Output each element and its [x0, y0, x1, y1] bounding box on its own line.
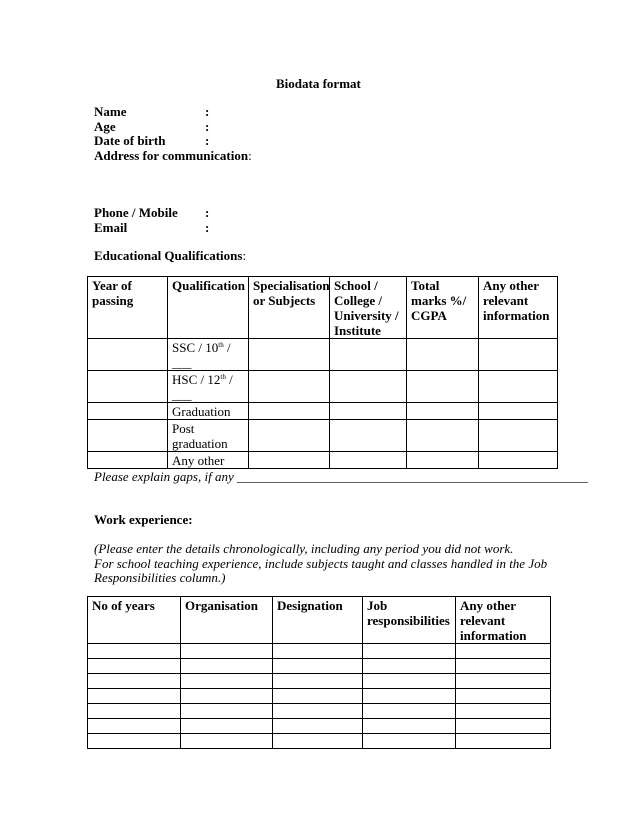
- table-cell[interactable]: [249, 339, 330, 371]
- education-table: [87, 276, 558, 469]
- table-cell[interactable]: [479, 339, 558, 371]
- work-table-body: [88, 644, 551, 749]
- table-row: [88, 339, 558, 371]
- field-address-label: [94, 148, 252, 163]
- table-cell[interactable]: [249, 403, 330, 420]
- table-cell[interactable]: [181, 704, 273, 719]
- table-cell[interactable]: [88, 704, 181, 719]
- table-row: [88, 719, 551, 734]
- qualification-post-graduation: Post graduation: [168, 420, 249, 452]
- table-cell[interactable]: [363, 674, 456, 689]
- table-cell[interactable]: [88, 371, 168, 403]
- table-cell[interactable]: [456, 644, 551, 659]
- table-cell[interactable]: [407, 420, 479, 452]
- table-cell[interactable]: [330, 371, 407, 403]
- header-institution: School / College / University / Institute: [330, 277, 407, 339]
- work-heading: Work experience:: [94, 512, 193, 527]
- table-cell[interactable]: [88, 452, 168, 469]
- table-cell[interactable]: [181, 734, 273, 749]
- table-row: [88, 689, 551, 704]
- field-age-sep: :: [205, 119, 210, 134]
- table-cell[interactable]: [273, 704, 363, 719]
- field-name-sep: :: [205, 104, 210, 119]
- table-cell[interactable]: [88, 403, 168, 420]
- header-qualification: Qualification: [168, 277, 249, 339]
- field-phone-sep: :: [205, 205, 210, 220]
- table-cell[interactable]: [181, 659, 273, 674]
- table-cell[interactable]: [363, 644, 456, 659]
- table-cell[interactable]: [407, 371, 479, 403]
- table-cell[interactable]: [407, 403, 479, 420]
- table-cell[interactable]: [456, 719, 551, 734]
- work-header-row: [88, 597, 551, 644]
- table-cell[interactable]: [249, 420, 330, 452]
- field-dob-label: Date of birth: [94, 133, 166, 148]
- table-cell[interactable]: [363, 689, 456, 704]
- table-cell[interactable]: [456, 674, 551, 689]
- table-cell[interactable]: [407, 339, 479, 371]
- table-cell[interactable]: [88, 659, 181, 674]
- header-designation: Designation: [273, 597, 363, 644]
- address-label-sep: :: [248, 148, 252, 163]
- header-no-of-years: No of years: [88, 597, 181, 644]
- table-cell[interactable]: [273, 719, 363, 734]
- document-title: Biodata format: [276, 76, 361, 91]
- qualification-any-other: Any other: [168, 452, 249, 469]
- table-cell[interactable]: [479, 403, 558, 420]
- header-organisation: Organisation: [181, 597, 273, 644]
- table-cell[interactable]: [479, 371, 558, 403]
- table-cell[interactable]: [181, 644, 273, 659]
- table-cell[interactable]: [181, 719, 273, 734]
- work-note-line-1: (Please enter the details chronologically, including any period you did not work.: [94, 541, 514, 556]
- table-row: [88, 674, 551, 689]
- table-cell[interactable]: [456, 689, 551, 704]
- education-heading-text: Educational Qualifications: [94, 248, 243, 263]
- header-year: Year of passing: [88, 277, 168, 339]
- table-row: [88, 644, 551, 659]
- field-email-label: Email: [94, 220, 128, 235]
- table-cell[interactable]: [330, 420, 407, 452]
- field-age-label: Age: [94, 119, 116, 134]
- table-cell[interactable]: [330, 339, 407, 371]
- table-cell[interactable]: [456, 659, 551, 674]
- table-cell[interactable]: [88, 644, 181, 659]
- table-cell[interactable]: [456, 734, 551, 749]
- table-cell[interactable]: [479, 420, 558, 452]
- table-cell[interactable]: [249, 371, 330, 403]
- table-row: [88, 659, 551, 674]
- table-cell[interactable]: [88, 689, 181, 704]
- education-heading: [94, 248, 246, 263]
- header-specialisation: Specialisation or Subjects: [249, 277, 330, 339]
- table-cell[interactable]: [363, 719, 456, 734]
- table-cell[interactable]: [88, 339, 168, 371]
- work-note-line-3: Responsibilities column.): [94, 570, 226, 585]
- table-cell[interactable]: [330, 403, 407, 420]
- table-cell[interactable]: [273, 659, 363, 674]
- header-other-info: Any other relevant information: [456, 597, 551, 644]
- table-row: [88, 452, 558, 469]
- table-row: [88, 371, 558, 403]
- table-row: [88, 734, 551, 749]
- header-other-info: Any other relevant information: [479, 277, 558, 339]
- table-cell[interactable]: [181, 689, 273, 704]
- qualification-ssc: SSC / 10th / ___: [168, 339, 249, 371]
- gaps-prompt: [94, 469, 588, 484]
- field-email-sep: :: [205, 220, 210, 235]
- qualification-hsc: HSC / 12th / ___: [168, 371, 249, 403]
- table-cell[interactable]: [181, 674, 273, 689]
- table-cell[interactable]: [88, 719, 181, 734]
- field-name-label: Name: [94, 104, 127, 119]
- work-note-line-2: For school teaching experience, include subjects taught and classes handled in the Job: [94, 556, 548, 571]
- table-row: [88, 403, 558, 420]
- table-row: [88, 420, 558, 452]
- table-cell[interactable]: [407, 452, 479, 469]
- field-phone-label: Phone / Mobile: [94, 205, 178, 220]
- header-job-responsibilities: Job responsibilities: [363, 597, 456, 644]
- table-cell[interactable]: [249, 452, 330, 469]
- table-cell[interactable]: [456, 704, 551, 719]
- address-label-text: Address for communication: [94, 148, 249, 163]
- field-dob-sep: :: [205, 133, 210, 148]
- work-table: [87, 596, 551, 749]
- table-cell[interactable]: [363, 734, 456, 749]
- education-heading-sep: :: [242, 248, 247, 263]
- table-cell[interactable]: [273, 689, 363, 704]
- table-cell[interactable]: [273, 674, 363, 689]
- header-marks: Total marks %/ CGPA: [407, 277, 479, 339]
- table-cell[interactable]: [273, 644, 363, 659]
- gaps-line[interactable]: ______________________________________________________: [236, 469, 588, 484]
- qualification-graduation: Graduation: [168, 403, 249, 420]
- table-cell[interactable]: [88, 420, 168, 452]
- table-cell[interactable]: [363, 704, 456, 719]
- table-cell[interactable]: [88, 674, 181, 689]
- table-cell[interactable]: [479, 452, 558, 469]
- education-header-row: [88, 277, 558, 339]
- gaps-label: Please explain gaps, if any: [94, 469, 234, 484]
- table-cell[interactable]: [330, 452, 407, 469]
- table-cell[interactable]: [363, 659, 456, 674]
- table-cell[interactable]: [88, 734, 181, 749]
- table-row: [88, 704, 551, 719]
- table-cell[interactable]: [273, 734, 363, 749]
